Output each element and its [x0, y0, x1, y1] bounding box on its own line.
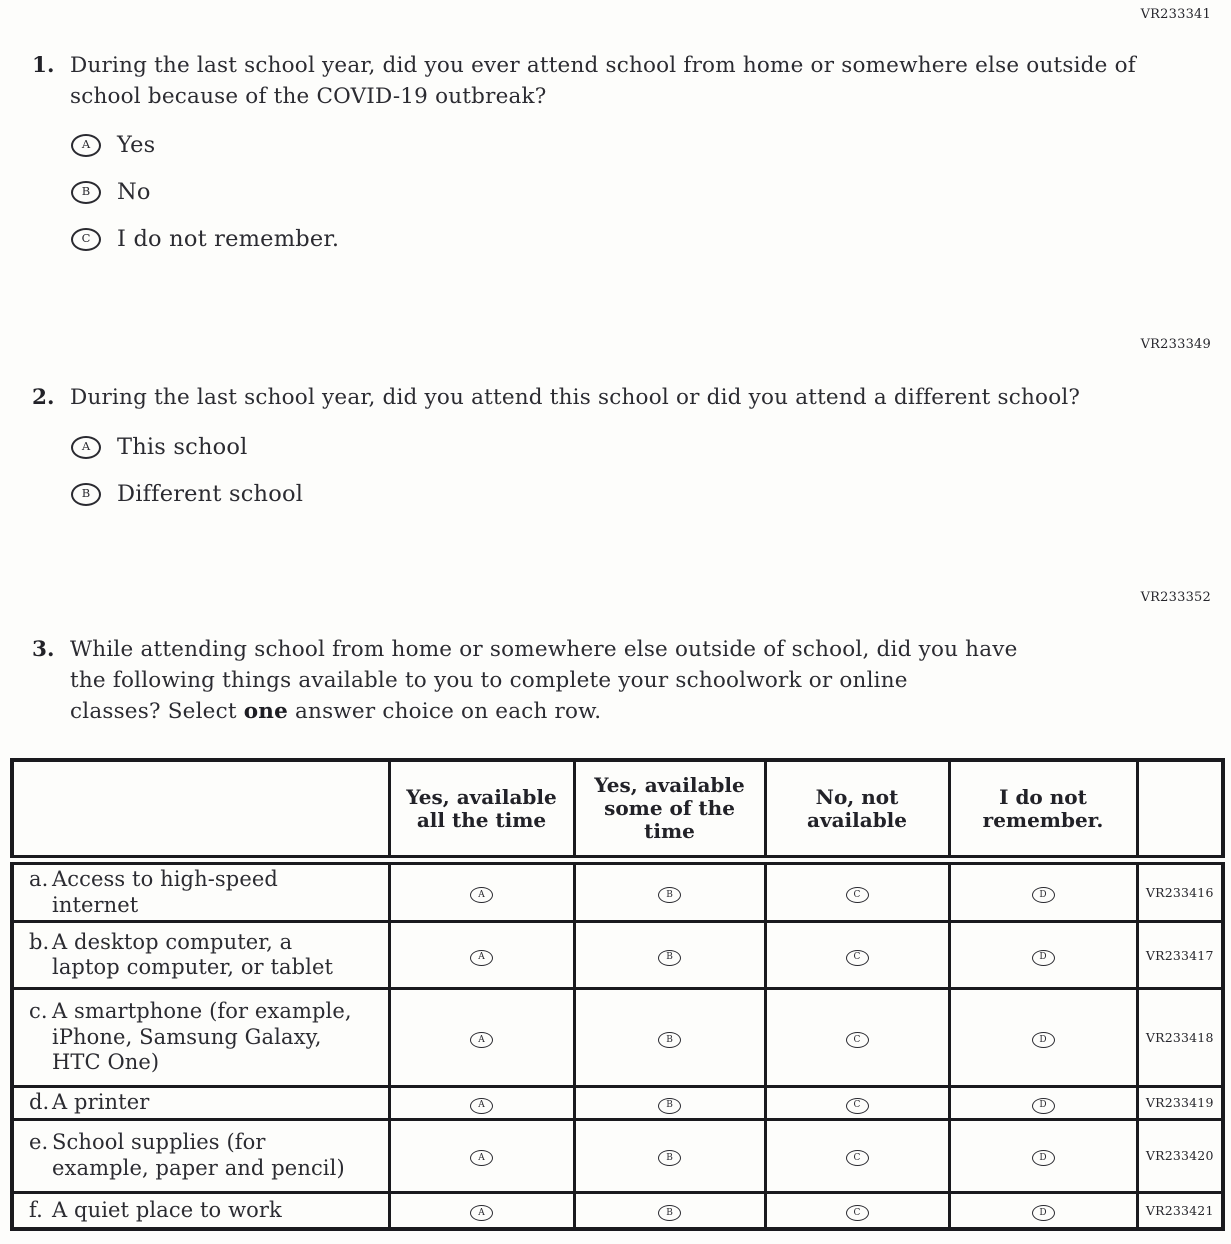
row-d-item — [12, 1087, 389, 1120]
row-e-cell-d — [949, 1119, 1137, 1192]
question-1-option-a — [71, 131, 339, 159]
bubble-letter: A — [478, 952, 485, 963]
bubble-letter: B — [666, 1152, 673, 1163]
row-a-text: Access to high-speed internet — [52, 867, 278, 917]
row-e-label: e. — [29, 1130, 49, 1154]
bubble-letter: D — [1039, 952, 1047, 963]
answer-bubble-a[interactable] — [470, 887, 493, 903]
bubble-letter: A — [478, 889, 485, 900]
answer-bubble-c[interactable] — [71, 228, 101, 251]
answer-bubble-a[interactable] — [470, 1150, 493, 1166]
question-2-option-b — [71, 480, 303, 508]
option-label-different-school: Different school — [117, 481, 304, 507]
answer-bubble-b[interactable] — [658, 1205, 681, 1221]
answer-bubble-a[interactable] — [71, 436, 101, 459]
bubble-letter: B — [666, 889, 673, 900]
row-e-text: School supplies (for example, paper and pencil) — [52, 1130, 345, 1180]
question-3-line-3 — [70, 696, 1018, 727]
row-b-text: A desktop computer, a laptop computer, or tablet — [52, 929, 334, 979]
answer-bubble-b[interactable] — [71, 181, 101, 204]
row-d-label: d. — [29, 1090, 50, 1114]
row-b-vr-code: VR233417 — [1137, 922, 1223, 989]
row-b-item — [12, 922, 389, 989]
bubble-letter: D — [1039, 1207, 1047, 1218]
table-code-header-cell — [1137, 760, 1223, 860]
question-3-text — [70, 634, 1018, 727]
row-f-label: f. — [29, 1197, 43, 1222]
question-3-line-3-pre: classes? Select — [70, 699, 244, 724]
row-a-vr-code: VR233416 — [1137, 860, 1223, 922]
row-b-cell-c — [765, 922, 949, 989]
answer-bubble-b[interactable] — [658, 950, 681, 966]
bubble-letter: B — [666, 1034, 673, 1045]
row-f-cell-a — [389, 1192, 574, 1229]
row-d-text: A printer — [52, 1090, 150, 1114]
row-c-label: c. — [29, 999, 48, 1024]
option-label-no: No — [117, 179, 151, 205]
row-a-cell-c — [765, 860, 949, 922]
table-row-c — [12, 989, 1223, 1087]
table-row-a — [12, 860, 1223, 922]
bubble-letter: A — [478, 1100, 485, 1110]
answer-bubble-d[interactable] — [1032, 950, 1055, 966]
table-row-e — [12, 1119, 1223, 1192]
col-header-yes-some-of-the-time: Yes, available some of the time — [574, 760, 765, 860]
question-1-line-1: During the last school year, did you ever attend school from home or somewhere else outside of — [70, 53, 1136, 78]
bubble-letter: B — [81, 486, 91, 501]
row-a-cell-b — [574, 860, 765, 922]
question-2-number: 2. — [32, 385, 55, 410]
col-header-yes-all-the-time: Yes, available all the time — [389, 760, 574, 860]
row-b-label: b. — [29, 929, 50, 954]
row-a-cell-a — [389, 860, 574, 922]
answer-bubble-a[interactable] — [470, 1205, 493, 1221]
row-f-item — [12, 1192, 389, 1229]
question-3-line-3-post: answer choice on each row. — [287, 699, 602, 724]
row-b-cell-a — [389, 922, 574, 989]
bubble-letter: C — [853, 1034, 861, 1045]
option-label-do-not-remember: I do not remember. — [117, 226, 340, 252]
question-3-line-1: While attending school from home or somewhere else outside of school, did you have — [70, 637, 1018, 662]
table-header-row — [12, 760, 1223, 860]
col-header-no-not-available: No, not available — [765, 760, 949, 860]
row-f-cell-d — [949, 1192, 1137, 1229]
answer-bubble-d[interactable] — [1032, 1032, 1055, 1048]
answer-bubble-b[interactable] — [71, 483, 101, 506]
bubble-letter: B — [666, 952, 673, 963]
bubble-letter: B — [81, 184, 91, 199]
row-f-cell-c — [765, 1192, 949, 1229]
row-c-vr-code: VR233418 — [1137, 989, 1223, 1087]
question-3 — [32, 634, 1018, 727]
question-2-option-a — [71, 433, 303, 461]
answer-bubble-a[interactable] — [470, 1032, 493, 1048]
question-1-number: 1. — [32, 53, 55, 78]
bubble-letter: C — [853, 1152, 861, 1163]
question-3-line-2: the following things available to you to complete your schoolwork or online — [70, 668, 908, 693]
question-3-line-3-bold: one — [243, 699, 288, 724]
bubble-letter: D — [1039, 1152, 1047, 1163]
row-e-cell-c — [765, 1119, 949, 1192]
vr-code-question-3: VR233352 — [1140, 590, 1211, 605]
row-e-vr-code: VR233420 — [1137, 1119, 1223, 1192]
row-e-cell-a — [389, 1119, 574, 1192]
row-d-cell-a — [389, 1087, 574, 1120]
availability-table — [10, 758, 1225, 1231]
answer-bubble-b[interactable] — [658, 1098, 681, 1114]
bubble-letter: A — [81, 439, 91, 454]
row-e-cell-b — [574, 1119, 765, 1192]
answer-bubble-d[interactable] — [1032, 1150, 1055, 1166]
answer-bubble-b[interactable] — [658, 887, 681, 903]
option-label-this-school: This school — [117, 434, 248, 460]
answer-bubble-c[interactable] — [846, 887, 869, 903]
answer-bubble-d[interactable] — [1032, 887, 1055, 903]
row-a-cell-d — [949, 860, 1137, 922]
row-c-cell-b — [574, 989, 765, 1087]
bubble-letter: C — [853, 1100, 861, 1110]
bubble-letter: C — [853, 889, 861, 900]
bubble-letter: A — [81, 137, 91, 152]
question-1-option-b — [71, 178, 339, 206]
row-a-item — [12, 860, 389, 922]
bubble-letter: C — [853, 952, 861, 963]
question-1-option-c — [71, 225, 339, 253]
question-2 — [32, 382, 1080, 413]
question-2-options — [71, 433, 303, 527]
vr-code-question-1: VR233341 — [1140, 7, 1211, 22]
answer-bubble-c[interactable] — [846, 1150, 869, 1166]
answer-bubble-d[interactable] — [1032, 1205, 1055, 1221]
bubble-letter: A — [478, 1152, 485, 1163]
question-1-options — [71, 131, 339, 272]
row-f-cell-b — [574, 1192, 765, 1229]
answer-bubble-a[interactable] — [71, 134, 101, 157]
answer-bubble-c[interactable] — [846, 1032, 869, 1048]
bubble-letter: A — [478, 1034, 485, 1045]
row-c-item — [12, 989, 389, 1087]
question-2-text — [70, 382, 1080, 413]
question-1-text — [70, 50, 1136, 112]
answer-bubble-b[interactable] — [658, 1150, 681, 1166]
bubble-letter: D — [1039, 1034, 1047, 1045]
row-b-cell-d — [949, 922, 1137, 989]
bubble-letter: D — [1039, 1100, 1047, 1110]
row-d-cell-d — [949, 1087, 1137, 1120]
answer-bubble-c[interactable] — [846, 1098, 869, 1114]
bubble-letter: A — [478, 1207, 485, 1218]
answer-bubble-b[interactable] — [658, 1032, 681, 1048]
option-label-yes: Yes — [117, 132, 156, 158]
table-corner-cell — [12, 760, 389, 860]
row-d-cell-b — [574, 1087, 765, 1120]
bubble-letter: D — [1039, 889, 1047, 900]
row-c-cell-c — [765, 989, 949, 1087]
table-row-f — [12, 1192, 1223, 1229]
question-3-number: 3. — [32, 637, 55, 662]
bubble-letter: B — [666, 1100, 673, 1110]
answer-bubble-d[interactable] — [1032, 1098, 1055, 1114]
answer-bubble-a[interactable] — [470, 1098, 493, 1114]
answer-bubble-c[interactable] — [846, 950, 869, 966]
bubble-letter: C — [81, 231, 91, 246]
row-c-cell-d — [949, 989, 1137, 1087]
row-d-cell-c — [765, 1087, 949, 1120]
row-e-item — [12, 1119, 389, 1192]
question-2-line-1: During the last school year, did you attend this school or did you attend a different school? — [70, 385, 1081, 410]
row-b-cell-b — [574, 922, 765, 989]
question-1-line-2: school because of the COVID-19 outbreak? — [70, 84, 547, 109]
col-header-i-do-not-remember: I do not remember. — [949, 760, 1137, 860]
row-f-text: A quiet place to work — [52, 1197, 282, 1222]
table-row-b — [12, 922, 1223, 989]
bubble-letter: B — [666, 1207, 673, 1218]
row-d-vr-code: VR233419 — [1137, 1087, 1223, 1120]
answer-bubble-c[interactable] — [846, 1205, 869, 1221]
row-c-cell-a — [389, 989, 574, 1087]
row-a-label: a. — [29, 867, 49, 891]
answer-bubble-a[interactable] — [470, 950, 493, 966]
row-c-text: A smartphone (for example, iPhone, Samsung Galaxy, HTC One) — [52, 999, 352, 1075]
question-1 — [32, 50, 1136, 112]
bubble-letter: C — [853, 1207, 861, 1218]
table-row-d — [12, 1087, 1223, 1120]
row-f-vr-code: VR233421 — [1137, 1192, 1223, 1229]
vr-code-question-2: VR233349 — [1140, 337, 1211, 352]
